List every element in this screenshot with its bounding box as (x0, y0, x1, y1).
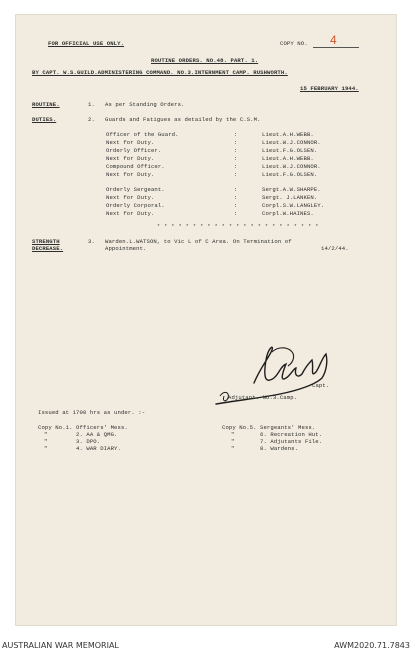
copy-prefix: " (44, 445, 48, 452)
roster-name: Lieut.A.H.WEBB. (262, 155, 314, 162)
copy-recipient: 7. Adjutants File. (260, 438, 323, 445)
copy-prefix: " (44, 438, 48, 445)
strength-heading: STRENGTH (32, 238, 60, 245)
document-title: ROUTINE ORDERS. NO.48. PART. 1. (151, 57, 259, 64)
issued-by-line: BY CAPT. W.S.GUILD.ADMINISTERING COMMAND. NO.3.INTERNMENT CAMP. RUSHWORTH. (32, 69, 288, 76)
copy-recipient: 6. Recreation Hut. (260, 431, 323, 438)
publisher-label: AUSTRALIAN WAR MEMORIAL (2, 641, 119, 650)
copy-prefix: " (231, 445, 235, 452)
official-use-label: FOR OFFICIAL USE ONLY. (48, 40, 125, 47)
accession-number: AWM2020.71.7843 (334, 641, 410, 650)
roster-separator: : (234, 139, 238, 146)
copy-prefix: " (231, 438, 235, 445)
copy-no-label: COPY NO. (280, 40, 308, 47)
roster-name: Lieut.W.J.CONNOR. (262, 139, 321, 146)
routine-number: 1. (88, 101, 95, 108)
roster-separator: : (234, 147, 238, 154)
roster-name: Sergt. J.LANKEN. (262, 194, 318, 201)
copy-prefix: Copy No.5. (222, 424, 257, 431)
roster-name: Corpl.W.HAINES. (262, 210, 314, 217)
roster-separator: : (234, 131, 238, 138)
copy-recipient: 8. Wardens. (260, 445, 299, 452)
copy-recipient: 2. AA & QMG. (76, 431, 118, 438)
copy-no-underline (313, 47, 359, 48)
duties-intro: Guards and Fatigues as detailed by the C.S.M. (105, 116, 261, 123)
strength-text-line-1: Warden.L.WATSON, to Vic L of C Area. On Termination of (105, 238, 292, 245)
copy-prefix: " (231, 431, 235, 438)
roster-role: Next for Duty. (106, 194, 155, 201)
strength-heading-2: DECREASE. (32, 245, 64, 252)
roster-separator: : (234, 171, 238, 178)
roster-separator: : (234, 186, 238, 193)
strength-date: 14/2/44. (321, 245, 349, 252)
signatory-rank: Capt. (312, 382, 330, 389)
archive-footer (0, 638, 413, 653)
copy-prefix: " (44, 431, 48, 438)
routine-heading: ROUTINE. (32, 101, 60, 108)
roster-role: Compound Officer. (106, 163, 165, 170)
order-date: 15 FEBRUARY 1944. (300, 85, 359, 92)
roster-name: Lieut.A.H.WEBB. (262, 131, 314, 138)
strength-number: 3. (88, 238, 95, 245)
strength-text-line-2: Appointment. (105, 245, 147, 252)
roster-name: Lieut.F.G.OLSEN. (262, 147, 318, 154)
roster-separator: : (234, 163, 238, 170)
duties-heading: DUTIES. (32, 116, 57, 123)
roster-name: Lieut.W.J.CONNOR. (262, 163, 321, 170)
copy-recipient: Sergeants' Mess. (260, 424, 316, 431)
roster-name: Corpl.S.W.LANGLEY. (262, 202, 325, 209)
routine-text: As per Standing Orders. (105, 101, 185, 108)
roster-separator: : (234, 155, 238, 162)
roster-role: Orderly Sergeant. (106, 186, 165, 193)
copy-recipient: 3. DPO. (76, 438, 101, 445)
copy-number-handwritten: 4 (330, 33, 337, 47)
roster-role: Orderly Corporal. (106, 202, 165, 209)
signatory-position: Adjutant. No.3.Camp. (228, 394, 298, 401)
copy-recipient: Officers' Mess. (76, 424, 128, 431)
roster-role: Next for Duty. (106, 171, 155, 178)
roster-role: Orderly Officer. (106, 147, 162, 154)
document-sheet (15, 14, 397, 626)
copy-prefix: Copy No.1. (38, 424, 73, 431)
roster-role: Officer of the Guard. (106, 131, 179, 138)
roster-role: Next for Duty. (106, 210, 155, 217)
distribution-intro: Issued at 1700 hrs as under. :- (38, 409, 146, 416)
roster-role: Next for Duty. (106, 155, 155, 162)
roster-separator: : (234, 210, 238, 217)
roster-separator: : (234, 202, 238, 209)
duties-number: 2. (88, 116, 95, 123)
roster-name: Sergt.A.W.SHARPE. (262, 186, 321, 193)
section-separator: * * * * * * * * * * * * * * * * * * * * * * * (157, 224, 320, 230)
copy-recipient: 4. WAR DIARY. (76, 445, 121, 452)
roster-separator: : (234, 194, 238, 201)
roster-name: Lieut.F.G.OLSEN. (262, 171, 318, 178)
roster-role: Next for Duty. (106, 139, 155, 146)
